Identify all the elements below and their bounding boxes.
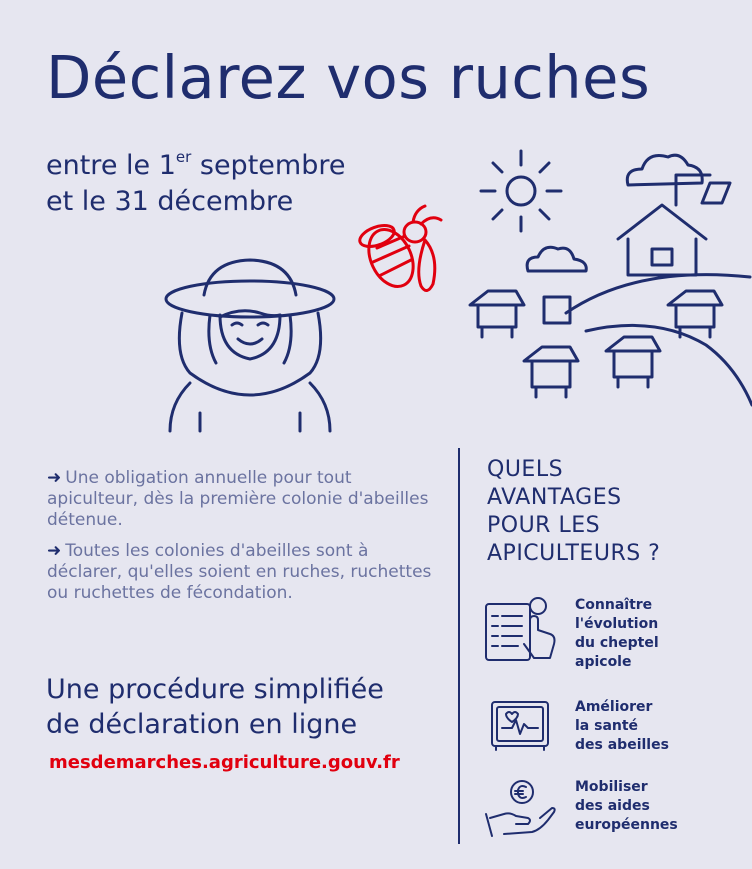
- health-monitor-icon: [482, 698, 562, 752]
- declaration-website-link[interactable]: mesdemarches.agriculture.gouv.fr: [49, 752, 400, 773]
- tablet-touch-icon: [482, 596, 562, 668]
- list-item: ➜ Toutes les colonies d'abeilles sont à déclarer, qu'elles soient en ruches, ruchettes ou ruchettes de fécondation.: [47, 541, 432, 603]
- list-item: ➜ Une obligation annuelle pour tout apiculteur, dès la première colonie d'abeilles détenue.: [47, 468, 429, 530]
- advantage-item-funding: [482, 778, 742, 858]
- beekeeper-illustration: [160, 255, 340, 433]
- advantages-heading: QUELS AVANTAGES POUR LES APICULTEURS ?: [487, 457, 661, 566]
- page-title: Déclarez vos ruches: [46, 43, 651, 112]
- sun-icon: [507, 177, 535, 205]
- euro-hand-icon: [482, 778, 562, 840]
- declaration-period: [46, 148, 345, 220]
- arrow-right-icon: ➜: [47, 541, 62, 561]
- period-line-1: entre le 1er septembre: [46, 148, 346, 181]
- advantage-item-evolution: [482, 596, 742, 676]
- apiary-landscape-illustration: [466, 145, 752, 410]
- bee-illustration: [355, 200, 455, 300]
- arrow-right-icon: ➜: [47, 468, 62, 488]
- period-line-2: et le 31 décembre: [46, 186, 294, 217]
- advantage-text: Mobiliser des aides européennes: [575, 779, 678, 833]
- advantage-item-health: [482, 698, 742, 778]
- obligations-list: [47, 468, 437, 614]
- advantage-text: Connaître l'évolution du cheptel apicole: [575, 597, 659, 670]
- online-procedure-heading: Une procédure simplifiée de déclaration en ligne: [46, 674, 384, 740]
- divider: [458, 448, 460, 844]
- advantage-text: Améliorer la santé des abeilles: [575, 699, 669, 753]
